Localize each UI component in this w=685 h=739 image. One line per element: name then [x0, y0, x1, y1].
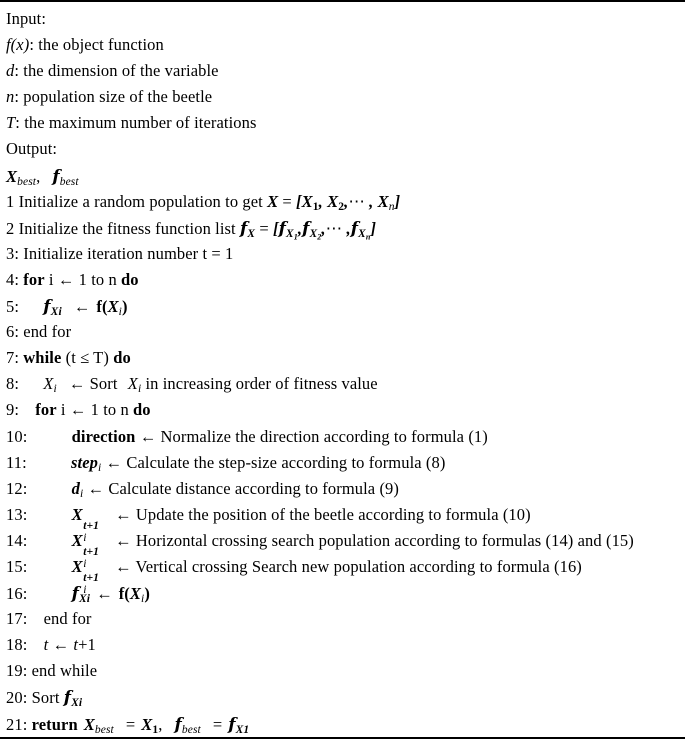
step-text-12: ← Calculate distance according to formula (9): [83, 478, 399, 498]
step-text-11: ← Calculate the step-size according to formula (8): [101, 452, 446, 472]
step-line-20: 20: Sort $f_{Xi}$: [6, 687, 83, 710]
step-text-4: i ← 1 to n: [44, 269, 122, 289]
step-text-19: end while: [31, 661, 98, 681]
step-superscript-13: t+1: [83, 519, 100, 532]
output-separator-comma: ,: [36, 166, 41, 186]
symbol-T: T: [6, 113, 16, 133]
step-line-7: [0, 345, 685, 371]
step-line-10: [0, 424, 685, 450]
step-symbol-X-15: X: [71, 556, 83, 576]
input-definition-n: [0, 84, 685, 110]
step-text-15: ← Vertical crossing Search new population according to formula (16): [110, 556, 582, 576]
step-number-10: 10:: [6, 426, 28, 446]
output-x-best-symbol: X: [6, 166, 18, 186]
step-line-12: [0, 476, 685, 502]
input-definition-d: [0, 58, 685, 84]
input-label: Input:: [6, 9, 47, 28]
step-subscript-15: i: [83, 583, 87, 596]
output-f-best-symbol: f: [52, 165, 60, 186]
symbol-n: n: [6, 87, 15, 107]
step-keyword-while-7: while: [23, 348, 62, 368]
output-x-best-subscript: best: [17, 175, 37, 188]
step-subscript-14: i: [83, 557, 87, 570]
step-line-8: 8: $X_i$ ← Sort $X_i$ in increasing order of fitness value: [0, 371, 685, 397]
step-line-5: 5: $f_{Xi}$ ← $f(X_i)$: [6, 296, 128, 319]
step-number-16: 16:: [6, 584, 28, 604]
step-number-13: 13:: [6, 504, 28, 524]
step-line-9: [0, 397, 685, 423]
input-label-line: [0, 6, 685, 32]
step-text-8: in increasing order of fitness value: [141, 374, 378, 394]
step-keyword-do-7: do: [113, 348, 131, 368]
step-number-6: 6:: [6, 322, 20, 342]
step-text-7: (t ≤ T): [61, 348, 114, 368]
step-keyword-do-9: do: [133, 400, 151, 420]
step-line-19: [0, 658, 685, 684]
step-line-16: 16: $f_{Xi}$ ← $f(X_i)$: [6, 583, 150, 606]
step-subscript-12: i: [79, 487, 84, 500]
step-number-17: 17:: [6, 609, 28, 629]
step-text-14: ← Horizontal crossing search population according to formulas (14) and (15): [110, 530, 634, 550]
step-text-9: i ← 1 to n: [56, 400, 134, 420]
output-f-best-subscript: best: [59, 175, 79, 188]
step-keyword-for-4: for: [23, 269, 45, 289]
step-line-11: [0, 450, 685, 476]
step-text-13: ← Update the position of the beetle according to formula (10): [110, 504, 531, 524]
step-text-10: ← Normalize the direction according to formula (1): [135, 426, 488, 446]
description-d: : the dimension of the variable: [14, 61, 219, 81]
step-number-11: 11:: [6, 452, 27, 472]
step-text-6: end for: [23, 322, 72, 342]
output-values-line: [0, 163, 685, 189]
step-line-6: [0, 319, 685, 345]
step-number-20: 20:: [6, 688, 28, 708]
step-number-3: 3:: [6, 243, 20, 263]
step-number-19: 19:: [6, 661, 28, 681]
step-number-4: 4:: [6, 269, 20, 289]
step-number-21: 21:: [6, 714, 28, 734]
symbol-fx: f(x): [6, 35, 30, 55]
step-text-2: Initialize the fitness function list: [18, 218, 240, 238]
step-number-1: 1: [6, 191, 15, 211]
step-number-8: 8:: [6, 374, 20, 394]
step-symbol-X-13: X: [71, 504, 83, 524]
step-number-12: 12:: [6, 478, 28, 498]
step-keyword-do-4: do: [121, 269, 139, 289]
step-line-3: [0, 241, 685, 267]
description-fx: : the object function: [29, 35, 164, 55]
step-text-1: Initialize a random population to get: [18, 191, 268, 211]
step-superscript-14: t+1: [83, 545, 100, 558]
step-number-9: 9:: [6, 400, 20, 420]
step-symbol-direction-10: direction: [71, 426, 136, 446]
description-T: : the maximum number of iterations: [15, 113, 257, 133]
step-number-5: 5:: [6, 297, 20, 317]
step-number-7: 7:: [6, 348, 20, 368]
step-subscript-11: i: [98, 461, 102, 474]
step-line-4: [0, 267, 685, 293]
step-symbol-X-14: X: [71, 530, 83, 550]
step-number-2: 2: [6, 218, 15, 238]
description-n: : population size of the beetle: [14, 87, 213, 107]
output-label: Output:: [6, 139, 58, 159]
step-subscript-13: i: [83, 531, 87, 544]
step-keyword-for-9: for: [35, 400, 57, 420]
input-definition-fx: [0, 32, 685, 58]
input-definition-T: [0, 110, 685, 136]
step-line-17: [0, 606, 685, 632]
step-text-3: Initialize iteration number t = 1: [23, 243, 234, 263]
symbol-d: d: [6, 61, 15, 81]
step-line-18: 18: t ← t+1: [0, 632, 685, 658]
step-superscript-15: t+1: [83, 571, 100, 584]
output-label-line: [0, 136, 685, 162]
step-number-14: 14:: [6, 530, 28, 550]
step-text-20: Sort: [31, 688, 64, 708]
step-text-17: end for: [43, 609, 92, 629]
step-number-15: 15:: [6, 556, 28, 576]
step-line-21: 21: return $X_{best} = X_1$, $f_{best} = f_{X1}$: [6, 713, 250, 736]
step-number-18: 18:: [6, 635, 28, 655]
step-symbol-step-11: step: [71, 452, 98, 472]
step-keyword-return-21: return: [31, 714, 78, 734]
step-line-2: 2 Initialize the fitness function list $f_X$ = [$f_{X_1},f_{X_2},\cdots$ $,f_{X_n}$]: [6, 217, 377, 242]
step-symbol-d-12: d: [71, 478, 80, 498]
step-line-1: 1 Initialize a random population to get $X = [X_1$, $X_2,\cdots$ , $X_n$]: [0, 189, 685, 215]
